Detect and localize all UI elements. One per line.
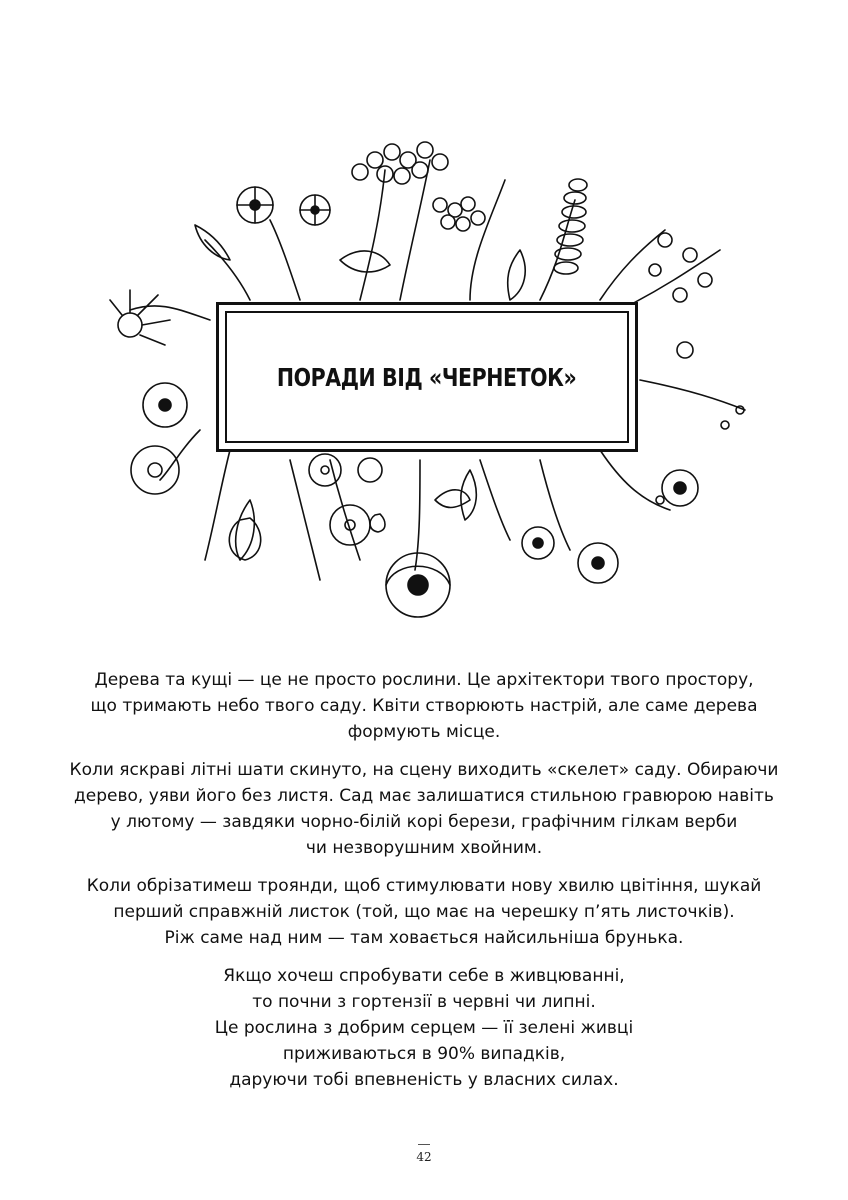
paragraph (60, 667, 788, 745)
title-frame-inner (225, 311, 629, 443)
poppy-flower (386, 553, 450, 617)
title-frame (216, 302, 638, 452)
buttercup-flower-1 (237, 187, 273, 223)
text-line: перший справжній листок (той, що має на черешку п’ять листочків). (113, 902, 735, 922)
text-line: Коли яскраві літні шати скинуто, на сцену виходить «скелет» саду. Обираючи (69, 760, 779, 780)
daisy-flower-left (110, 290, 187, 494)
page-number-divider (418, 1144, 430, 1145)
text-line: Дерева та кущі — це не просто рослини. Це архітектори твого простору, (94, 670, 754, 690)
forget-me-not-cluster (649, 233, 744, 429)
text-line: даруючи тобі впевненість у власних силах. (229, 1070, 619, 1090)
buttercup-flower-2 (300, 195, 330, 225)
paragraph (60, 963, 788, 1093)
text-line: чи незворушним хвойним. (305, 838, 543, 858)
text-line: Ріж саме над ним — там ховається найсильніша брунька. (164, 928, 684, 948)
body-text (60, 667, 788, 1105)
text-line: приживаються в 90% випадків, (282, 1044, 566, 1064)
chicory-flower (309, 454, 382, 545)
paragraph (60, 873, 788, 951)
text-line: Це рослина з добрим серцем — її зелені живці (214, 1018, 634, 1038)
text-line: Якщо хочеш спробувати себе в живцюванні, (223, 966, 625, 986)
text-line: що тримають небо твого саду. Квіти створюють настрій, але саме дерева (90, 696, 758, 716)
page-number: 42 (416, 1150, 432, 1164)
text-line: то почни з гортензії в червні чи липні. (252, 992, 596, 1012)
cornflower-right (656, 470, 698, 506)
text-line: у лютому — завдяки чорно-білій корі берези, графічним гілкам верби (110, 812, 738, 832)
flax-flower-2 (578, 543, 618, 583)
lupin-spike (554, 179, 587, 274)
flax-flower-1 (522, 527, 554, 559)
paragraph (60, 757, 788, 861)
page-title: ПОРАДИ ВІД «ЧЕРНЕТОК» (277, 362, 577, 392)
text-line: Коли обрізатимеш троянди, щоб стимулювати нову хвилю цвітіння, шукай (86, 876, 762, 896)
text-line: формують місце. (347, 722, 501, 742)
text-line: дерево, уяви його без листя. Сад має залишатися стильною гравюрою навіть (74, 786, 774, 806)
